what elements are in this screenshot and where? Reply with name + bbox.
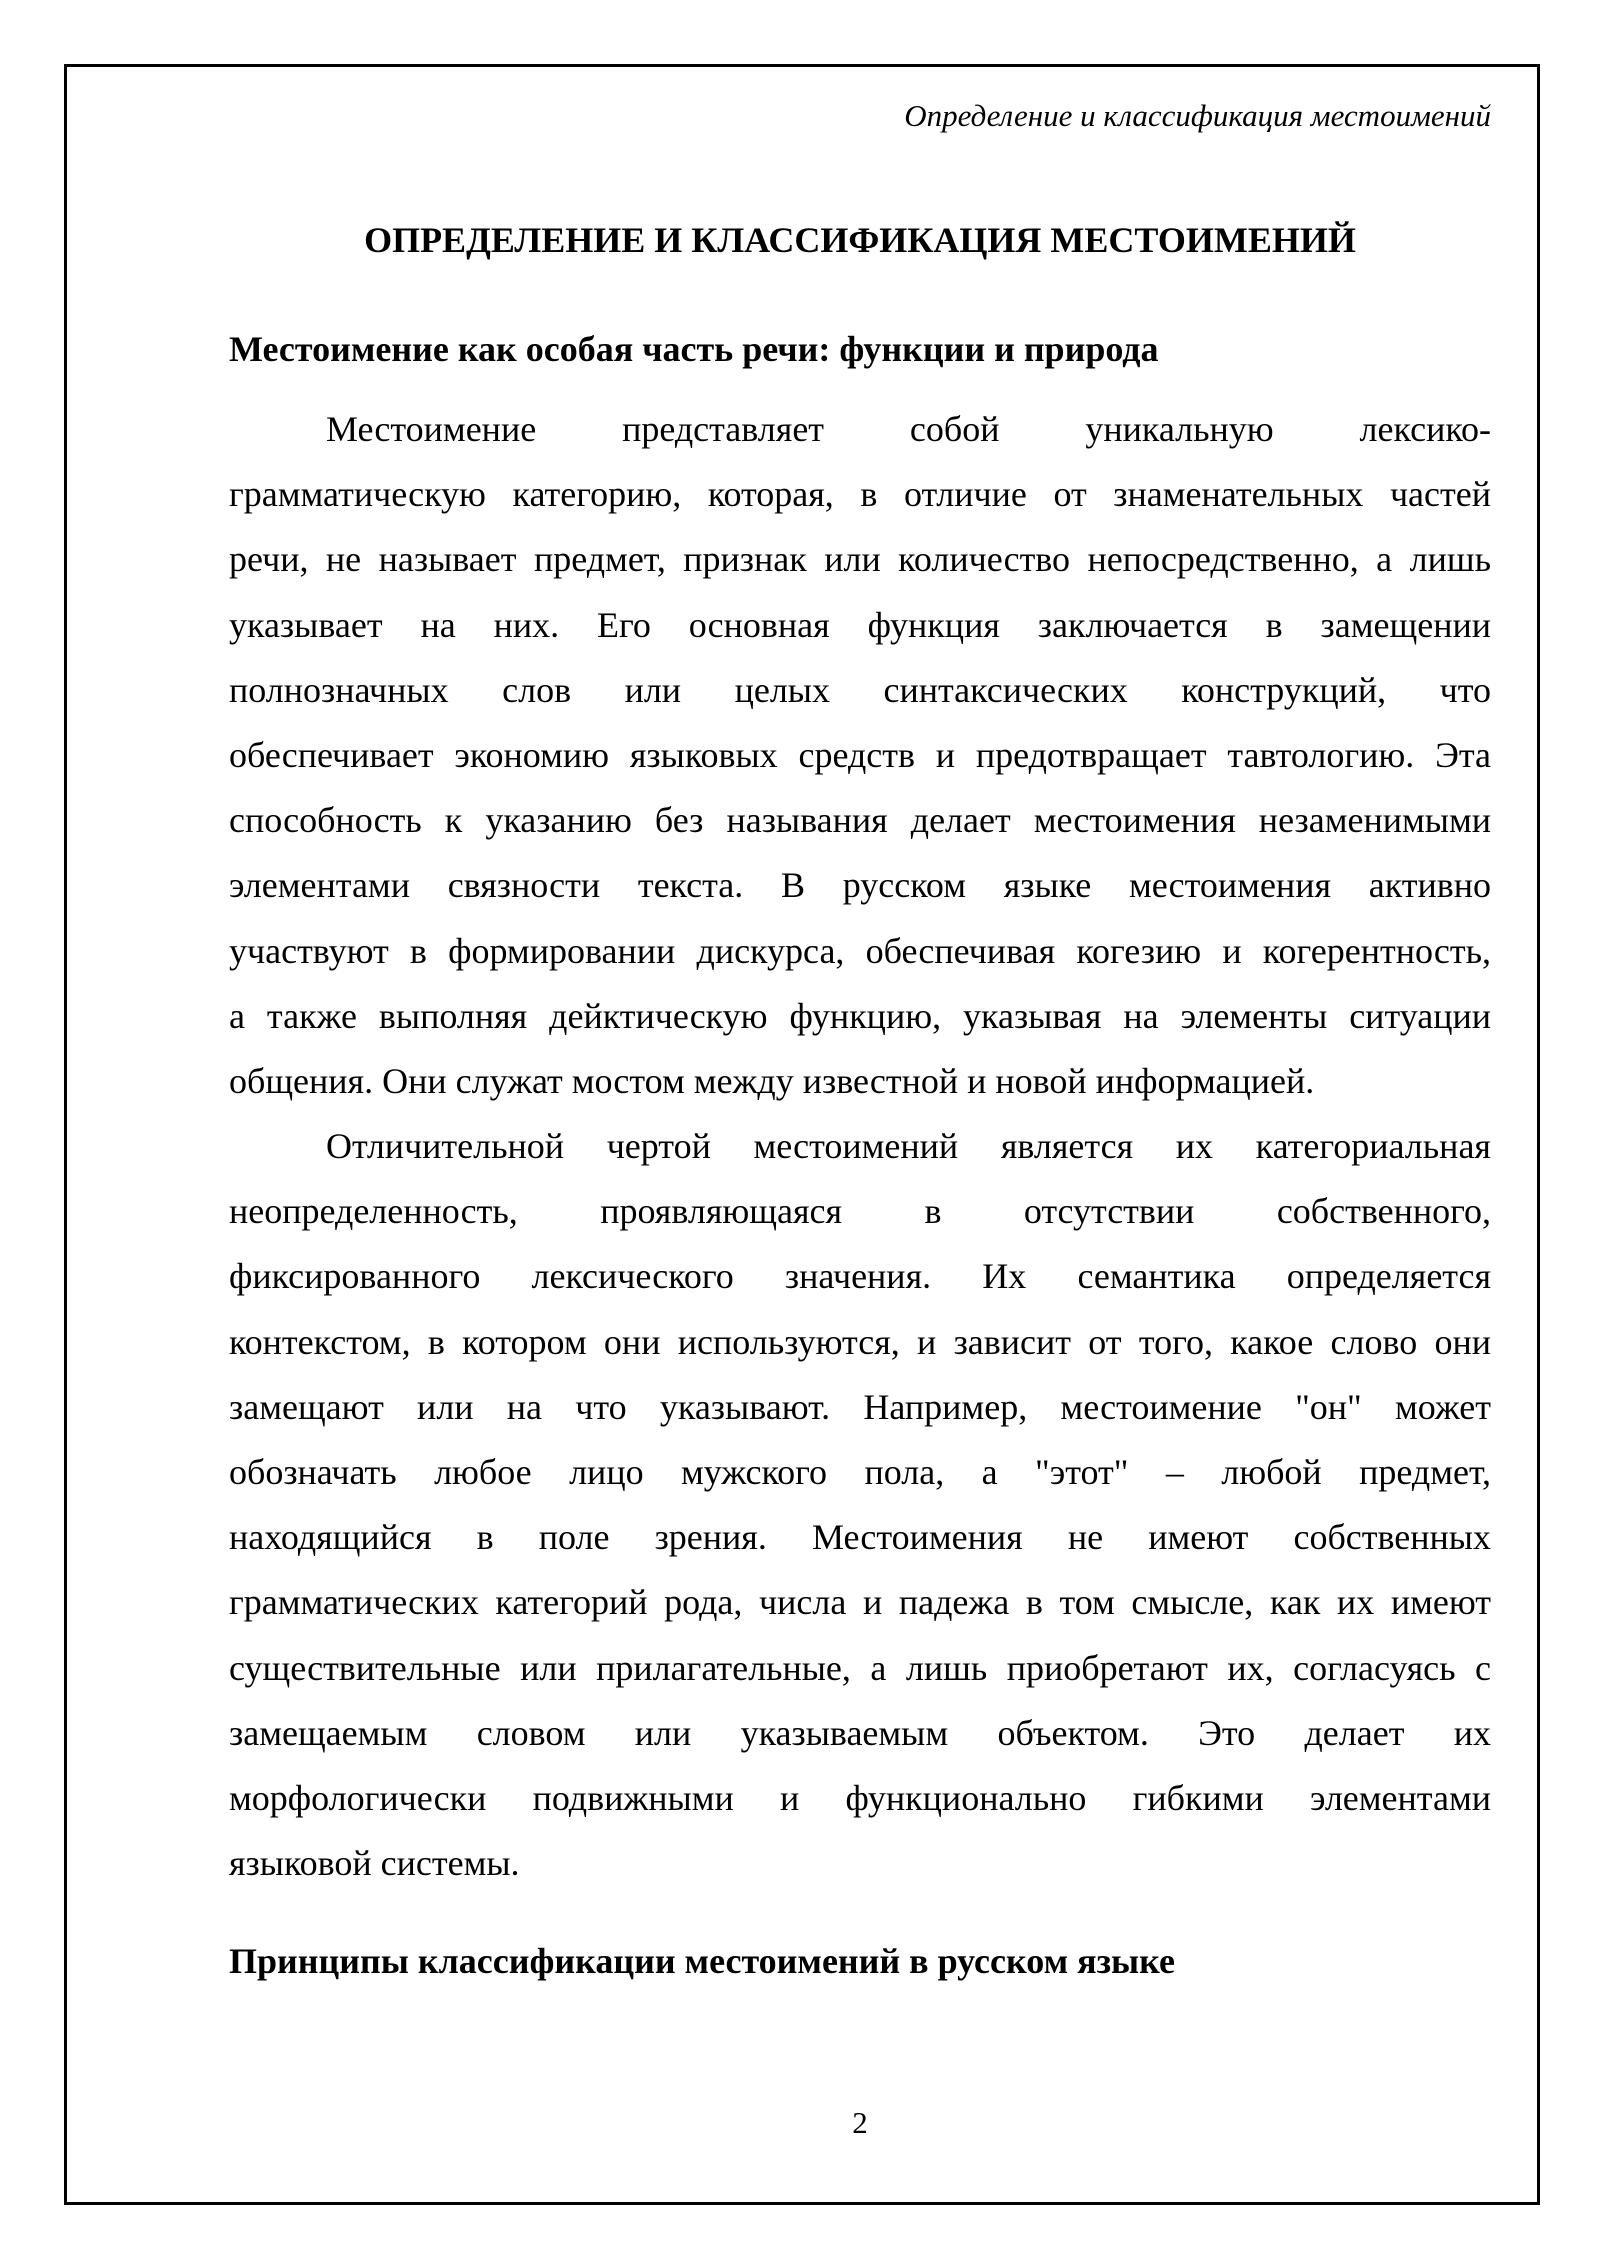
text-line: элементами связности текста. В русском языке местоимения активно — [229, 865, 1491, 906]
text-line: а также выполняя дейктическую функцию, указывая на элементы ситуации — [229, 995, 1491, 1036]
paragraph — [229, 1114, 1491, 1896]
text-line: замещаемым словом или указываемым объектом. Это делает их — [229, 1712, 1491, 1753]
text-line: морфологически подвижными и функционально гибкими элементами — [229, 1777, 1491, 1818]
text-line: неопределенность, проявляющаяся в отсутствии собственного, — [229, 1191, 1491, 1232]
document-title: ОПРЕДЕЛЕНИЕ И КЛАССИФИКАЦИЯ МЕСТОИМЕНИЙ — [364, 220, 1356, 260]
text-line: речи, не называет предмет, признак или количество непосредственно, а лишь — [229, 539, 1491, 580]
text-line: полнозначных слов или целых синтаксических конструкций, что — [229, 669, 1491, 710]
text-line: контекстом, в котором они используются, и зависит от того, какое слово они — [229, 1321, 1491, 1362]
text-line: обозначать любое лицо мужского пола, а "этот" – любой предмет, — [229, 1452, 1491, 1492]
section-heading: Местоимение как особая часть речи: функции и природа — [229, 329, 1159, 369]
text-line: обеспечивает экономию языковых средств и предотвращает тавтологию. Эта — [229, 734, 1491, 775]
section-heading: Принципы классификации местоимений в русском языке — [229, 1941, 1175, 1981]
text-line: замещают или на что указывают. Например, местоимение "он" может — [229, 1386, 1491, 1427]
text-line: находящийся в поле зрения. Местоимения не имеют собственных — [229, 1517, 1491, 1558]
text-line: указывает на них. Его основная функция заключается в замещении — [229, 604, 1491, 645]
page-number: 2 — [852, 2105, 868, 2140]
text-line: грамматических категорий рода, числа и падежа в том смысле, как их имеют — [229, 1582, 1491, 1623]
text-line: общения. Они служат мостом между известной и новой информацией. — [229, 1060, 1315, 1101]
paragraph — [229, 397, 1491, 1114]
text-line: языковой системы. — [229, 1843, 520, 1884]
text-line: Отличительной чертой местоимений является их категориальная — [326, 1126, 1491, 1167]
running-header: Определение и классификация местоимений — [904, 98, 1491, 133]
text-line: способность к указанию без называния делает местоимения незаменимыми — [229, 800, 1491, 841]
text-line: Местоимение представляет собой уникальную лексико- — [326, 409, 1491, 449]
text-line: фиксированного лексического значения. Их семантика определяется — [229, 1256, 1491, 1297]
text-line: существительные или прилагательные, а лишь приобретают их, согласуясь с — [229, 1647, 1491, 1688]
section-body — [229, 397, 1491, 1896]
text-line: грамматическую категорию, которая, в отличие от знаменательных частей — [229, 474, 1491, 515]
text-line: участвуют в формировании дискурса, обеспечивая когезию и когерентность, — [229, 930, 1491, 971]
